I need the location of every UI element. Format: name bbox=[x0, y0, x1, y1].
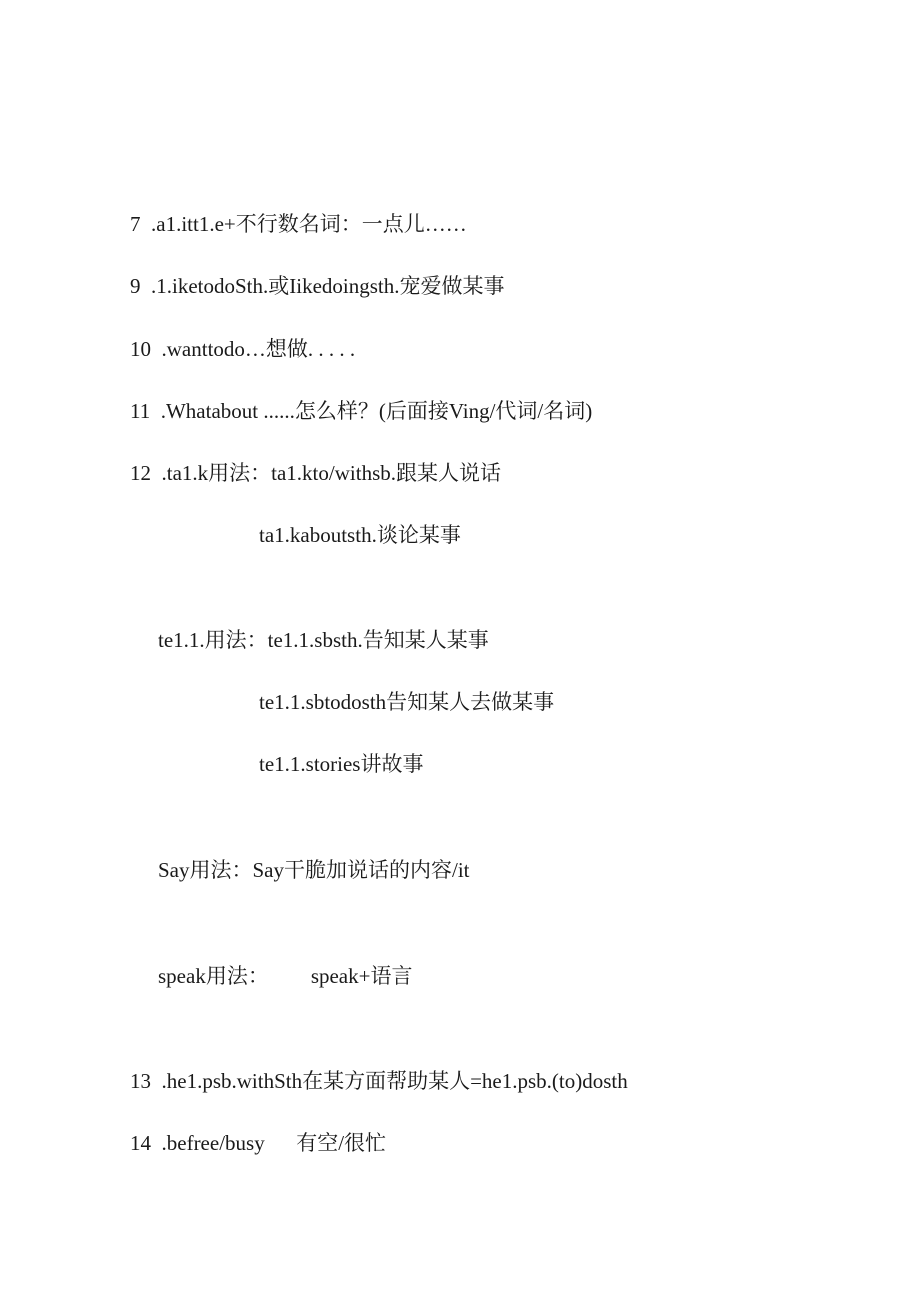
note-line-10: 10 .wanttodo…想做. . . . . bbox=[130, 337, 356, 361]
note-line-7: 7 .a1.itt1.e+不行数名词：一点儿…… bbox=[130, 212, 467, 236]
note-line-tell-stories: te1.1.stories讲故事 bbox=[259, 752, 424, 776]
note-line-14: 14 .befree/busy 有空/很忙 bbox=[130, 1131, 387, 1155]
note-line-speak-usage: speak用法： speak+语言 bbox=[158, 964, 413, 988]
note-line-tell-todo: te1.1.sbtodosth告知某人去做某事 bbox=[259, 690, 555, 714]
note-line-11: 11 .Whatabout ......怎么样？(后面接Ving/代词/名词) bbox=[130, 399, 593, 423]
note-line-tell-usage: te1.1.用法：te1.1.sbsth.告知某人某事 bbox=[158, 628, 489, 652]
note-line-say-usage: Say用法：Say干脆加说话的内容/it bbox=[158, 858, 470, 882]
note-line-13: 13 .he1.psb.withSth在某方面帮助某人=he1.psb.(to)dosth bbox=[130, 1069, 628, 1093]
note-line-12: 12 .ta1.k用法：ta1.kto/withsb.跟某人说话 bbox=[130, 461, 501, 485]
note-line-12-talk-about: ta1.kaboutsth.谈论某事 bbox=[259, 523, 461, 547]
note-line-9: 9 .1.iketodoSth.或Iikedoingsth.宠爱做某事 bbox=[130, 274, 505, 298]
